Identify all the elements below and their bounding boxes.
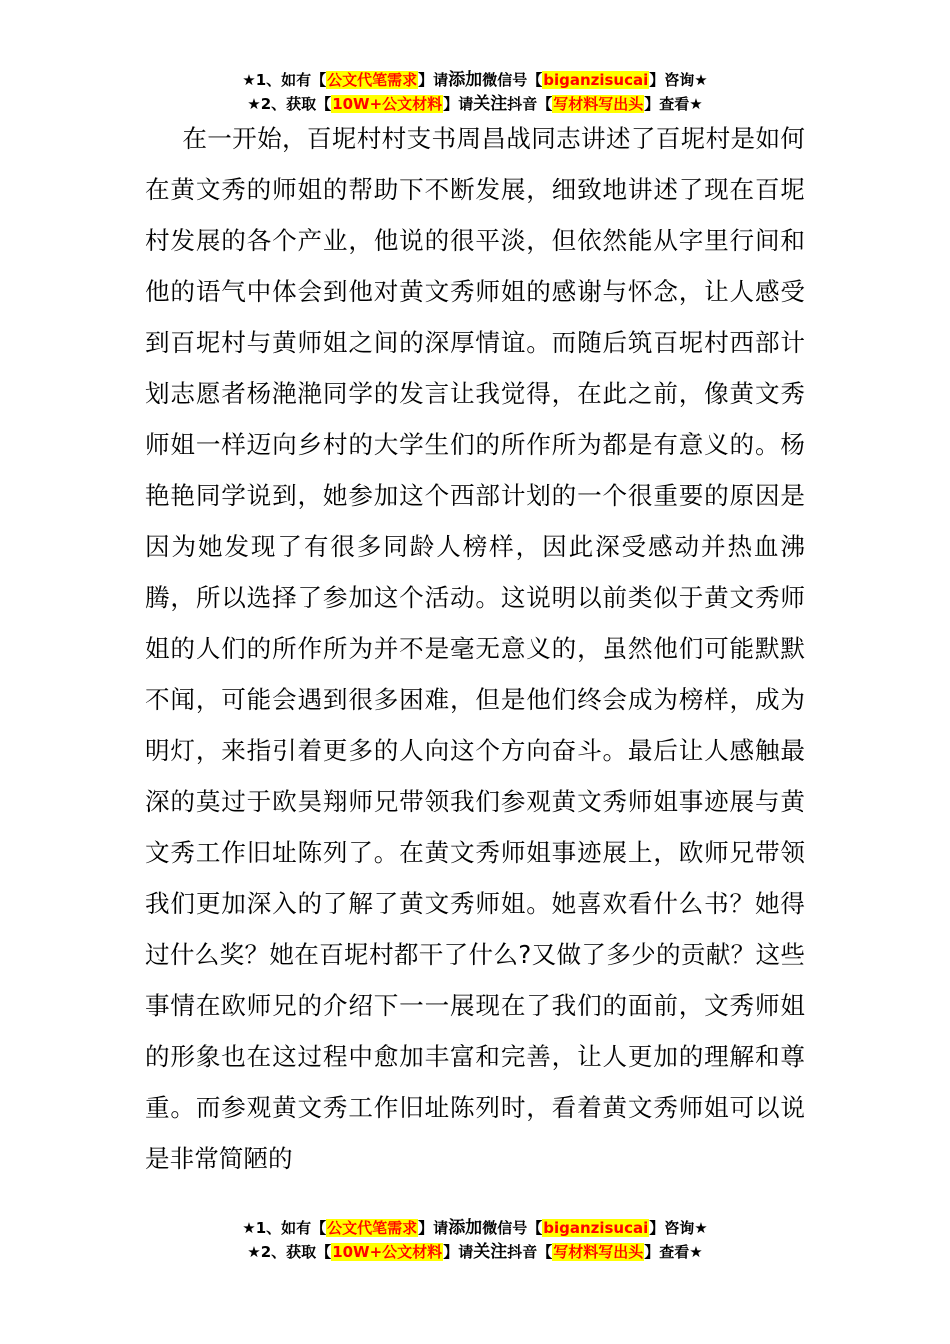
promo-text: 微信号【 xyxy=(482,1219,543,1237)
highlight-wechat-id: biganzisucai xyxy=(543,1219,649,1237)
promo-emphasis: 添加 xyxy=(448,1218,483,1238)
promo-text: 微信号【 xyxy=(482,71,543,89)
promo-text: 】咨询★ xyxy=(649,71,708,89)
promo-emphasis: 添加 xyxy=(448,70,483,90)
document-body xyxy=(145,113,805,1184)
paragraph-text: 在一开始，百坭村村支书周昌战同志讲述了百坭村是如何在黄文秀的师姐的帮助下不断发展，细致地讲述了现在百坭村发展的各个产业，他说的很平淡，但依然能从字里行间和他的语气中体会到他对黄文秀师姐的感谢与怀念，让人感受到百坭村与黄师姐之间的深厚情谊。而随后筑百坭村西部计划志愿者杨滟滟同学的发言让我觉得，在此之前，像黄文秀师姐一样迈向乡村的大学生们的所作所为都是有意义的。杨艳艳同学说到，她参加这个西部计划的一个很重要的原因是因为她发现了有很多同龄人榜样，因此深受感动并热血沸腾，所以选择了参加这个活动。这说明以前类似于黄文秀师姐的人们的所作所为并不是毫无意义的，虽然他们可能默默不闻，可能会遇到很多困难，但是他们终会成为榜样，成为明灯，来指引着更多的人向这个方向奋斗。最后让人感触最深的莫过于欧昊翔师兄带领我们参观黄文秀师姐事迹展与黄文秀工作旧址陈列了。在黄文秀师姐事迹展上，欧师兄带领我们更加深入的了解了黄文秀师姐。她喜欢看什么书？她得过什么奖？她在百坭村都干了什么?又做了多少的贡献？这些事情在欧师兄的介绍下一一展现在了我们的面前，文秀师姐的形象也在这过程中愈加丰富和完善，让人更加的理解和尊重。而参观黄文秀工作旧址陈列时，看着黄文秀师姐可以说是非常简陋的 xyxy=(145,124,805,1173)
highlight-service: 公文代笔需求 xyxy=(327,1219,418,1237)
header-promo-banner xyxy=(0,68,950,116)
highlight-douyin: 写材料写出头 xyxy=(553,95,644,113)
promo-emphasis: 关注 xyxy=(473,1242,508,1262)
highlight-materials: 10W+公文材料 xyxy=(332,1243,443,1261)
promo-emphasis: 关注 xyxy=(473,94,508,114)
promo-text: 】请 xyxy=(443,1243,474,1261)
promo-text: ★2、获取【 xyxy=(247,1243,332,1261)
promo-line-1 xyxy=(0,68,950,92)
promo-text: 抖音【 xyxy=(507,95,553,113)
promo-line-1 xyxy=(0,1216,950,1240)
promo-text: 】请 xyxy=(443,95,474,113)
highlight-service: 公文代笔需求 xyxy=(327,71,418,89)
highlight-materials: 10W+公文材料 xyxy=(332,95,443,113)
highlight-wechat-id: biganzisucai xyxy=(543,71,649,89)
highlight-douyin: 写材料写出头 xyxy=(553,1243,644,1261)
footer-promo-banner xyxy=(0,1216,950,1264)
promo-text: 】咨询★ xyxy=(649,1219,708,1237)
promo-text: 】请 xyxy=(418,1219,449,1237)
promo-text: 】请 xyxy=(418,71,449,89)
promo-text: 抖音【 xyxy=(507,1243,553,1261)
promo-line-2 xyxy=(0,1240,950,1264)
promo-text: ★1、如有【 xyxy=(242,71,327,89)
promo-text: 】查看★ xyxy=(644,95,703,113)
promo-text: ★1、如有【 xyxy=(242,1219,327,1237)
body-paragraph xyxy=(145,113,805,1184)
promo-text: 】查看★ xyxy=(644,1243,703,1261)
promo-text: ★2、获取【 xyxy=(247,95,332,113)
